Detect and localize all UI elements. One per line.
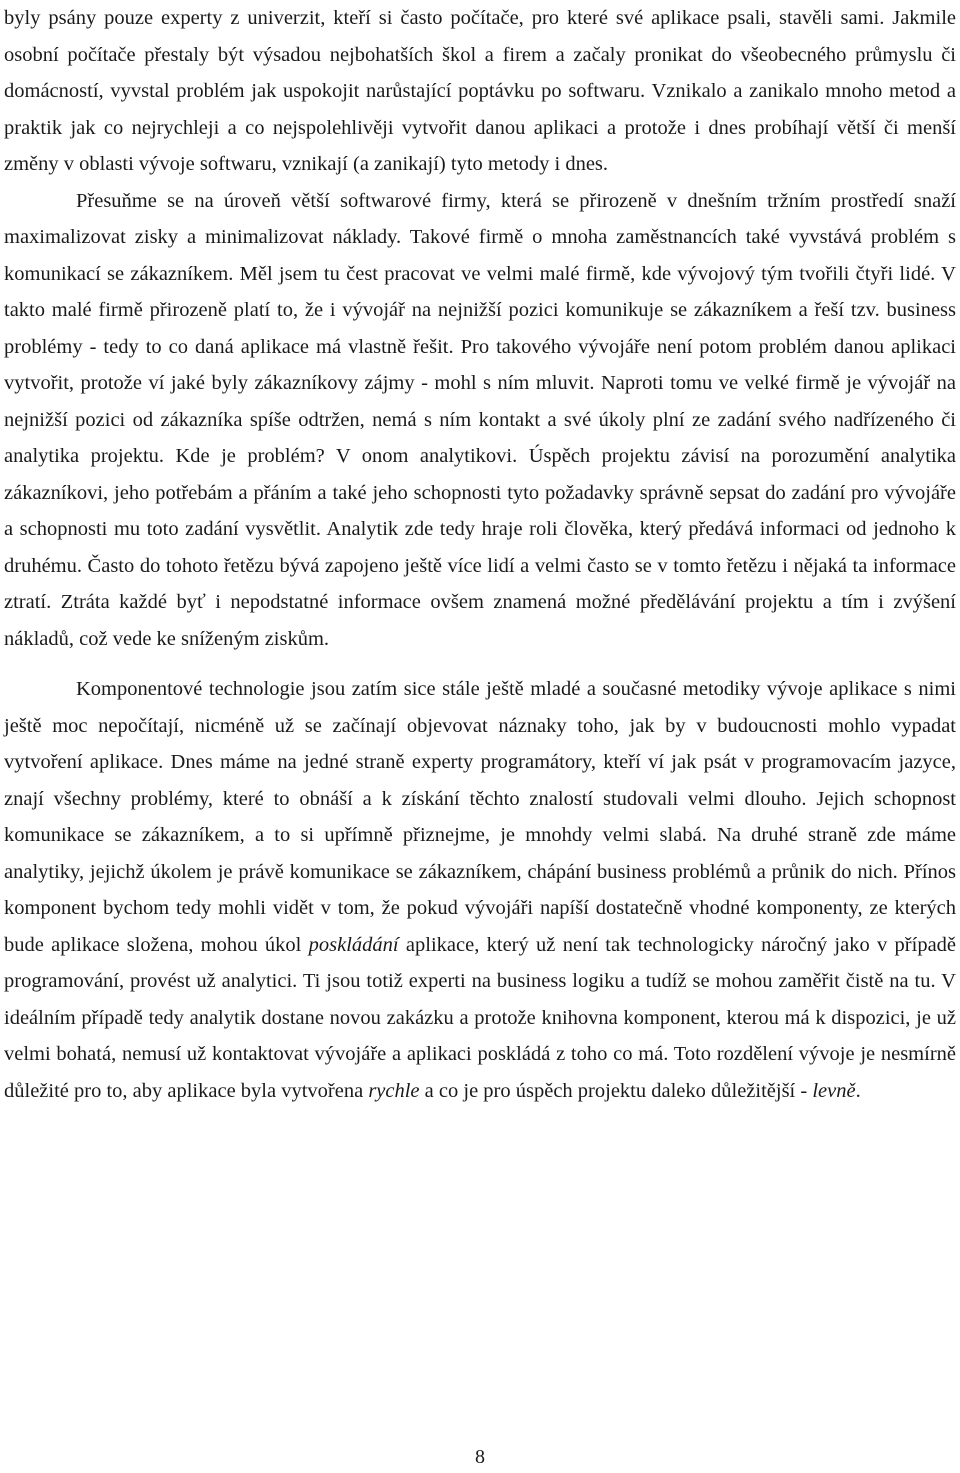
paragraph-3-part-1: Komponentové technologie jsou zatím sice stále ještě mladé a současné metodiky vývoje aplikace s nimi ještě moc nepočítají, nicméně už se začínají objevovat náznaky toho, jak by v budoucnosti mohlo vypadat vytvoření aplikace. Dnes máme na jedné straně experty programátory, kteří ví jak psát v programovacím jazyce, znají všechny problémy, které to obnáší a k získání těchto znalostí studovali velmi dlouho. Jejich schopnost komunikace se zákazníkem, a to si upřímně přiznejme, je mnohdy velmi slabá. Na druhé straně zde máme analytiky, jejichž úkolem je právě komunikace se zákazníkem, chápání business problémů a průnik do nich. Přínos komponent bychom tedy mohli vidět v tom, že pokud vývojáři napíší dostatečně vhodné komponenty, ze kterých bude aplikace složena, mohou úkol bbox=[4, 678, 956, 956]
document-page bbox=[4, 0, 956, 1109]
paragraph-3-part-3: a co je pro úspěch projektu daleko důležitější - bbox=[424, 1079, 808, 1102]
page-number: 8 bbox=[475, 1446, 485, 1468]
paragraph-3-part-2: aplikace, který už není tak technologicky náročný jako v případě programování, provést už analytici. Ti jsou totiž experti na business logiku a tudíž se mohou zaměřit čistě na tu. V ideálním případě tedy analytik dostane novou zakázku a protože knihovna komponent, kterou má k dispozici, je už velmi bohatá, nemusí už kontaktovat vývojáře a aplikaci poskládá z toho co má. Toto rozdělení vývoje je nesmírně důležité pro to, aby aplikace byla vytvořena bbox=[4, 933, 957, 1102]
paragraph-2: Přesuňme se na úroveň větší softwarové firmy, která se přirozeně v dnešním tržním prostředí snaží maximalizovat zisky a minimalizovat náklady. Takové firmě o mnoha zaměstnancích také vyvstává problém s komunikací se zákazníkem. Měl jsem tu čest pracovat ve velmi malé firmě, kde vývojový tým tvořili čtyři lidé. V takto malé firmě přirozeně platí to, že i vývojář na nejnižší pozici komunikuje se zákazníkem a řeší tzv. business problémy - tedy to co daná aplikace má vlastně řešit. Pro takového vývojáře není potom problém danou aplikaci vytvořit, protože ví jaké byly zákazníkovy zájmy - mohl s ním mluvit. Naproti tomu ve velké firmě je vývojář na nejnižší pozici od zákazníka spíše odtržen, nemá s ním kontakt a své úkoly plní ze zadání svého nadřízeného či analytika projektu. Kde je problém? V onom analytikovi. Úspěch projektu závisí na porozumění analytika zákazníkovi, jeho potřebám a přáním a také jeho schopnosti tyto požadavky správně sepsat do zadání pro vývojáře a schopnosti mu toto zadání vysvětlit. Analytik zde tedy hraje roli člověka, který předává informaci od jednoho k druhému. Často do tohoto řetězu bývá zapojeno ještě více lidí a velmi často se v tomto řetězu i nějaká ta informace ztratí. Ztráta každé byť i nepodstatné informace ovšem znamená možné předělávání projektu a tím i zvýšení nákladů, což vede ke sníženým ziskům. bbox=[4, 189, 956, 650]
paragraph-3 bbox=[4, 671, 956, 1109]
emphasis-poskladani: poskládání bbox=[308, 933, 399, 956]
emphasis-rychle: rychle bbox=[368, 1079, 420, 1102]
emphasis-levne: levně bbox=[812, 1079, 856, 1102]
paragraph-1: byly psány pouze experty z univerzit, kteří si často počítače, pro které své aplikace psali, stavěli sami. Jakmile osobní počítače přestaly být výsadou nejbohatších škol a firem a začaly pronikat do všeobecného průmyslu či domácností, vyvstal problém jak uspokojit narůstající poptávku po softwaru. Vznikalo a zanikalo mnoho metod a praktik jak co nejrychleji a co nejspolehlivěji vytvořit danou aplikaci a protože i dnes probíhají větší či menší změny v oblasti vývoje softwaru, vznikají (a zanikají) tyto metody i dnes. bbox=[4, 7, 956, 175]
paragraph-3-part-4: . bbox=[855, 1079, 861, 1102]
